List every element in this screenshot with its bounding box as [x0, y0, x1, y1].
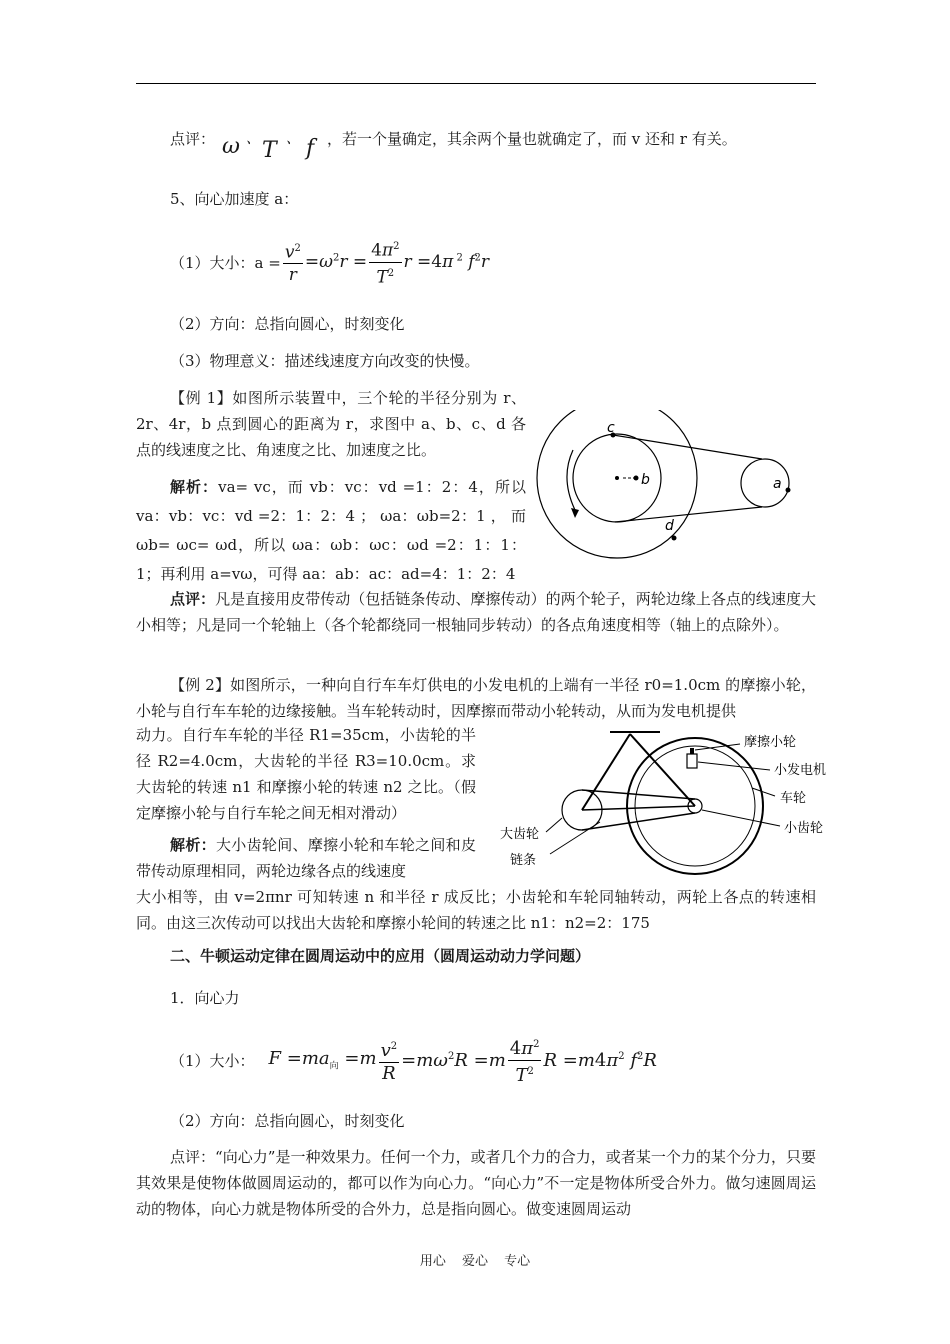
- belt-top: [613, 435, 762, 459]
- separator: 、: [286, 131, 300, 147]
- review1-text: ，若一个量确定，其余两个量也就确定了，而 v 还和 r 有关。: [327, 130, 737, 148]
- acceleration-formula: （1）大小：a = $\frac{v^2}{r}$ $=\omega^2r$ = $\frac{4\pi^2}{T^2}$ r =4π $^2$ $f^2r$: [170, 232, 489, 292]
- force-direction: （2）方向：总指向圆心，时刻变化: [170, 1112, 405, 1130]
- example1-solution: [136, 473, 526, 589]
- force-formula: （1）大小： $F =ma_向 =m$ $\frac{v^2}{R}$ $=m\omega^2R =m$ $\frac{4\pi^2}{T^2}$ $R =m4\pi^2$ $f^2R$: [170, 1030, 657, 1090]
- seat-tube: [582, 734, 630, 810]
- example2-text-left: 动力。自行车车轮的半径 R1=35cm，小齿轮的半径 R2=4.0cm，大齿轮的半径 R3=10.0cm。求大齿轮的转速 n1 和摩擦小轮的转速 n2 之比。（假定摩擦小轮与自行车轮之间无相对滑动）: [136, 726, 476, 822]
- acc-meaning: （3）物理意义：描述线速度方向改变的快慢。: [170, 352, 480, 370]
- review2-text: 凡是直接用皮带传动（包括链条传动、摩擦传动）的两个轮子，两轮边缘上各点的线速度大小相等；凡是同一个轮轴上（各个轮都绕同一根轴同步转动）的各点角速度相等（轴上的点除外）。: [136, 590, 816, 634]
- solution-label: 解析：: [170, 836, 216, 854]
- label-a: a: [773, 476, 782, 492]
- leader-chain: [550, 822, 600, 854]
- small-wheel: [741, 459, 789, 507]
- header-rule: [136, 83, 816, 84]
- label-d: d: [665, 518, 674, 534]
- bicycle-figure: [490, 726, 840, 876]
- example2-solution-rest: 大小相等，由 v=2πnr 可知转速 n 和半径 r 成反比；小齿轮和车轮同轴转动，两轮上各点的转速相同。由这三次传动可以找出大齿轮和摩擦小轮间的转速之比 n1：n2=2：175: [136, 888, 816, 932]
- omega-symbol: ω: [222, 134, 240, 159]
- review1-label: 点评：: [170, 130, 216, 148]
- example2-text-top: 【例 2】如图所示，一种向自行车车灯供电的小发电机的上端有一半径 r0=1.0cm 的摩擦小轮，小轮与自行车车轮的边缘接触。当车轮转动时，因摩擦而带动小轮转动，从而为发电机提供: [136, 676, 816, 720]
- belt-bottom: [615, 507, 762, 522]
- pulley-figure: [535, 410, 805, 580]
- acc-size-label: （1）大小：a =: [170, 253, 281, 272]
- section5-title: 5、向心加速度 a：: [170, 190, 299, 208]
- label-friction-wheel: 摩擦小轮: [744, 735, 797, 750]
- frequency-symbol: f: [306, 136, 315, 161]
- chain-top: [582, 790, 695, 799]
- example1-text: 【例 1】如图所示装置中，三个轮的半径分别为 r、2r、4r，b 点到圆心的距离为 r，求图中 a、b、c、d 各点的线速度之比、角速度之比、加速度之比。: [136, 389, 526, 459]
- page-footer: 用心 爱心 专心: [419, 1254, 531, 1269]
- point-b: [634, 476, 639, 481]
- period-symbol: T: [262, 138, 277, 163]
- bottom-stay: [582, 806, 695, 810]
- review3-text: 点评：“向心力”是一种效果力。任何一个力，或者几个力的合力，或者某一个力的某个分力，只要其效果是使物体做圆周运动的，都可以作为向心力。“向心力”不一定是物体所受合外力。做匀速圆周运动的物体，向心力就是物体所受的合外力，总是指向圆心。做变速圆周运动: [136, 1148, 816, 1218]
- friction-wheel: [690, 748, 694, 754]
- solution-left-text: 大小齿轮间、摩擦小轮和车轮之间和皮带传动原理相同，两轮边缘各点的线速度: [136, 836, 476, 880]
- acc-direction: （2）方向：总指向圆心，时刻变化: [170, 315, 405, 333]
- generator-body: [687, 754, 697, 768]
- solution-text: va= vc，而 vb：vc：vd =1：2：4，所以 va：vb：vc：vd =2：1：2：4 ； ωa：ωb=2：1 ， 而 ωb= ωc= ωd，所以 ωa：ωb：ωc：ωd =2：1：1：1；再利用 a=vω，可得 aa：ab：ac：ad=4：1：2：4: [136, 478, 526, 583]
- leader-wheel: [752, 788, 775, 796]
- leader-generator: [698, 762, 770, 770]
- arrow-head: [571, 508, 579, 518]
- label-chain: 链条: [510, 853, 537, 868]
- section2-title: 二、牛顿运动定律在圆周运动中的应用（圆周运动动力学问题）: [170, 947, 591, 965]
- rotation-arrow: [567, 450, 575, 510]
- point-a: [786, 488, 791, 493]
- label-big-gear: 大齿轮: [500, 827, 540, 842]
- label-small-gear: 小齿轮: [784, 821, 824, 836]
- label-c: c: [607, 420, 615, 436]
- label-generator: 小发电机: [774, 763, 827, 778]
- label-wheel: 车轮: [780, 791, 807, 806]
- example2-solution-left: [136, 832, 476, 884]
- leader-big-gear: [546, 818, 562, 832]
- force-title: 1．向心力: [170, 989, 240, 1007]
- leader-small-gear: [702, 810, 780, 826]
- label-b: b: [641, 472, 650, 488]
- separator: 、: [246, 131, 260, 147]
- force-size-label: （1）大小：: [170, 1051, 255, 1070]
- review2: [136, 586, 816, 638]
- solution-label: 解析：: [170, 478, 219, 496]
- review2-label: 点评：: [170, 590, 216, 608]
- center-point: [615, 476, 619, 480]
- point-d: [672, 536, 677, 541]
